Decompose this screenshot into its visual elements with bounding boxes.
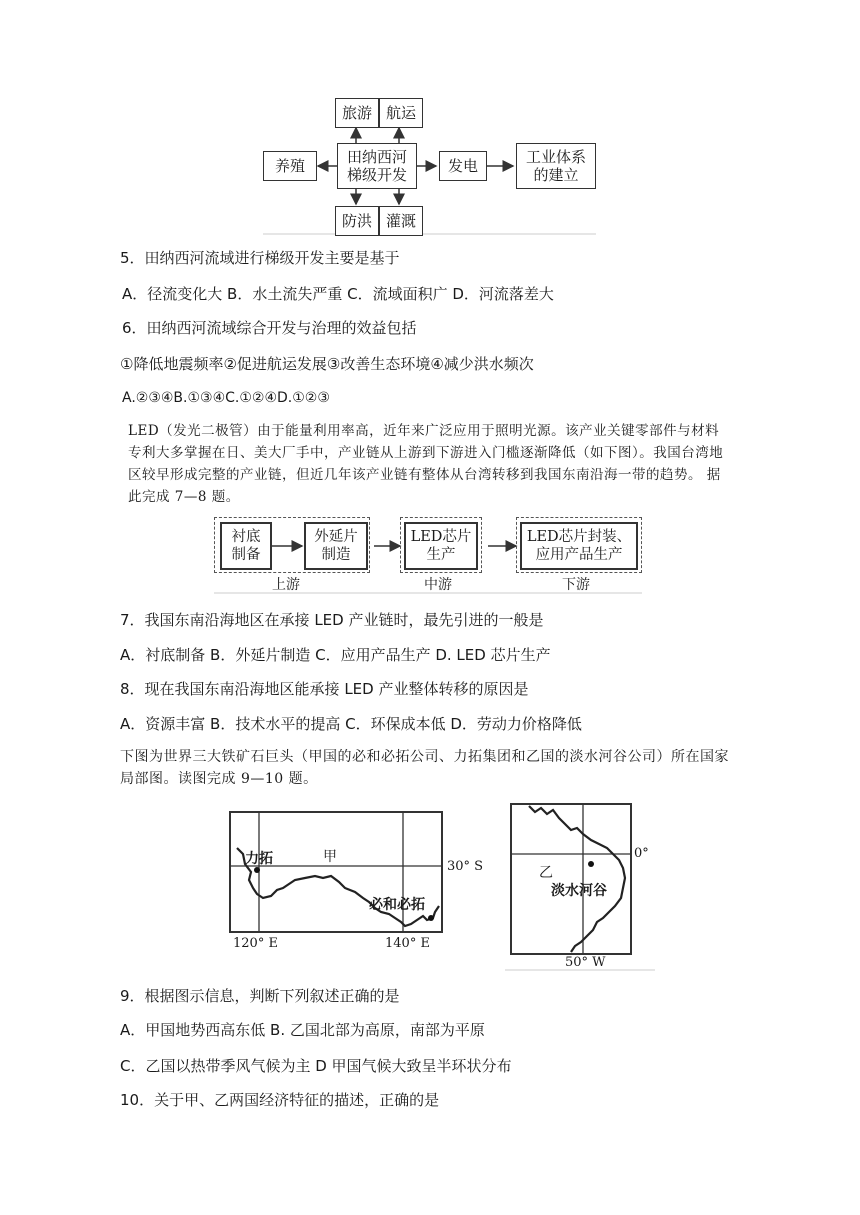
box-irrigation: 灌溉 bbox=[379, 206, 423, 236]
lat-0: 0° bbox=[634, 846, 649, 861]
lon-50w: 50° W bbox=[565, 955, 606, 970]
label-downstream: 下游 bbox=[562, 577, 590, 593]
q6-options: A.②③④B.①③④C.①②④D.①②③ bbox=[122, 390, 330, 406]
lon-120e: 120° E bbox=[233, 936, 278, 951]
q5-stem: 5．田纳西河流域进行梯级开发主要是基于 bbox=[120, 249, 400, 267]
lat-30s: 30° S bbox=[447, 859, 484, 874]
box-power: 发电 bbox=[439, 151, 487, 181]
map-yi bbox=[505, 800, 655, 972]
tennessee-diagram bbox=[263, 96, 596, 236]
box-flood-control: 防洪 bbox=[335, 206, 379, 236]
box-shipping: 航运 bbox=[379, 98, 423, 128]
box-tennessee-center: 田纳西河 梯级开发 bbox=[337, 143, 417, 189]
box-led-chip: LED芯片 生产 bbox=[404, 522, 478, 570]
map-jia bbox=[225, 808, 485, 958]
label-jia: 甲 bbox=[323, 849, 337, 865]
q8-stem: 8．现在我国东南沿海地区能承接 LED 产业整体转移的原因是 bbox=[120, 680, 529, 698]
q9-option-ab: A．甲国地势西高东低 B. 乙国北部为高原，南部为平原 bbox=[120, 1021, 485, 1039]
label-bhp: 必和必拓 bbox=[369, 897, 425, 913]
box-packaging: LED芯片封装、 应用产品生产 bbox=[520, 522, 638, 570]
q9-option-cd: C．乙国以热带季风气候为主 D 甲国气候大致呈半环状分布 bbox=[120, 1057, 512, 1075]
label-upstream: 上游 bbox=[272, 577, 300, 593]
label-midstream: 中游 bbox=[424, 577, 452, 593]
lon-140e: 140° E bbox=[385, 936, 430, 951]
q7-options: A．衬底制备 B．外延片制造 C．应用产品生产 D. LED 芯片生产 bbox=[120, 646, 551, 664]
label-yi: 乙 bbox=[539, 865, 553, 881]
q6-stem: 6．田纳西河流域综合开发与治理的效益包括 bbox=[122, 319, 417, 337]
box-substrate: 衬底 制备 bbox=[220, 522, 272, 570]
q10-stem: 10．关于甲、乙两国经济特征的描述，正确的是 bbox=[120, 1091, 440, 1109]
led-chain-diagram bbox=[214, 515, 642, 595]
box-aquaculture: 养殖 bbox=[263, 151, 317, 181]
label-vale: 淡水河谷 bbox=[551, 883, 607, 899]
passage-led: LED（发光二极管）由于能量利用率高，近年来广泛应用于照明光源。该产业关键零部件与材料专利大多掌握在日、美大厂手中，产业链从上游到下游进入门槛逐渐降低（如下图）。我国台湾地区较早形成完整的产业链，但近几年该产业链有整体从台湾转移到我国东南沿海一带的趋势。 据此完成 7—8 题。 bbox=[128, 423, 724, 505]
q5-options: A．径流变化大 B．水土流失严重 C．流域面积广 D．河流落差大 bbox=[122, 285, 554, 303]
q8-options: A．资源丰富 B．技术水平的提高 C．环保成本低 D．劳动力价格降低 bbox=[120, 715, 582, 733]
label-lituo: 力拓 bbox=[245, 851, 273, 867]
passage-iron: 下图为世界三大铁矿石巨头（甲国的必和必拓公司、力拓集团和乙国的淡水河谷公司）所在国家局部图。读图完成 9—10 题。 bbox=[120, 749, 729, 787]
q7-stem: 7．我国东南沿海地区在承接 LED 产业链时，最先引进的一般是 bbox=[120, 611, 544, 629]
q9-stem: 9．根据图示信息，判断下列叙述正确的是 bbox=[120, 987, 400, 1005]
box-tourism: 旅游 bbox=[335, 98, 379, 128]
box-epitaxy: 外延片 制造 bbox=[304, 522, 368, 570]
box-industry: 工业体系 的建立 bbox=[516, 143, 596, 189]
q6-items: ①降低地震频率②促进航运发展③改善生态环境④减少洪水频次 bbox=[120, 355, 534, 373]
